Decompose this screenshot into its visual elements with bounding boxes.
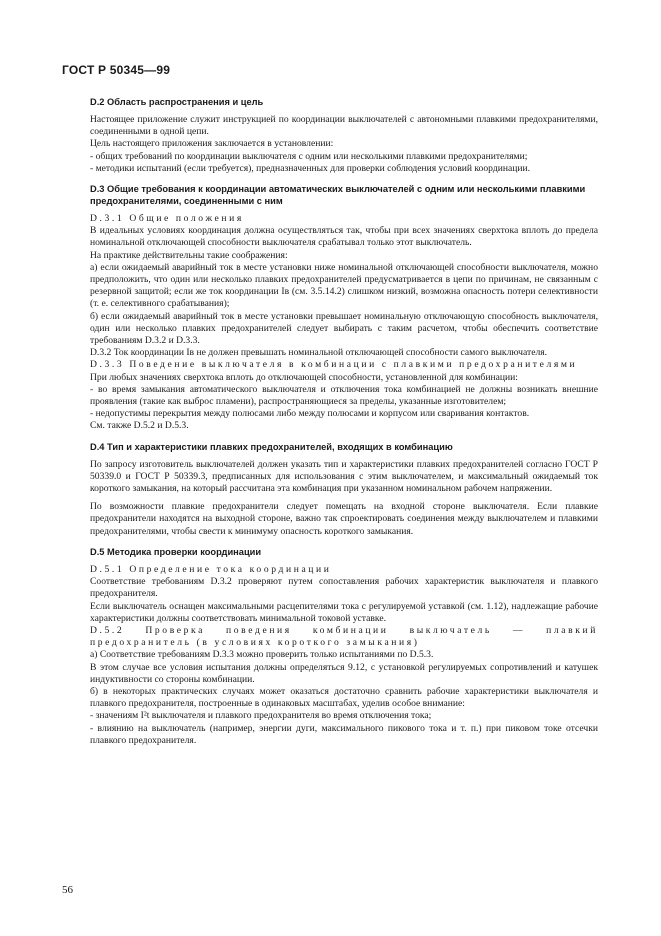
paragraph: При любых значениях сверхтока вплоть до отключающей способности, установленной для комбинации:: [90, 371, 518, 383]
section-d3-title: D.3 Общие требования к координации автоматических выключателей с одним или несколькими плавкими предохранителями, соединенными с ним: [90, 184, 586, 207]
paragraph: - недопустимы перекрытия между полюсами либо между полюсами и корпусом или сваривания контактов.: [90, 408, 530, 420]
section-d5-title: D.5 Методика проверки координации: [90, 546, 262, 557]
paragraph: D.3.2 Ток координации Iв не должен превышать номинальной отключающей способности самого выключателя.: [90, 347, 548, 359]
page-number: 56: [62, 884, 73, 896]
section-d2-title: D.2 Область распространения и цель: [90, 97, 264, 107]
page-body: [90, 96, 598, 747]
paragraph: - во время замыкания автоматического выключателя и отключения тока комбинацией не должны возникать внешние проявления (такие как выброс пламени), распространяющиеся за пределы, указанные изготовителем;: [90, 383, 598, 408]
section-d4-title: D.4 Тип и характеристики плавких предохранителей, входящих в комбинацию: [90, 441, 453, 452]
paragraph: Настоящее приложение служит инструкцией по координации выключателей с автономными плавкими предохранителями, соединенными в одной цепи.: [90, 114, 598, 138]
paragraph: Соответствие требованиям D.3.2 проверяют путем сопоставления рабочих характеристик выключателя и плавкого предохранителя.: [90, 576, 598, 600]
paragraph: б) в некоторых практических случаях может оказаться достаточно сравнить рабочие характеристики выключателя и плавкого предохранителя, построенные в одинаковых масштабах, уделив особое внимание:: [90, 685, 598, 710]
paragraph: - значениям I²t выключателя и плавкого предохранителя во время отключения тока;: [90, 710, 432, 722]
subsection-d33-heading: D.3.3 Поведение выключателя в комбинации с плавкими предохранителями: [90, 359, 578, 371]
subsection-d51-heading: D.5.1 Определение тока координации: [90, 563, 332, 575]
paragraph: См. также D.5.2 и D.5.3.: [90, 420, 189, 432]
subsection-d31-heading: D.3.1 Общие положения: [90, 213, 244, 225]
paragraph: - влиянию на выключатель (например, энергии дуги, максимального пикового тока и т. п.) при пиковом токе отсечки плавкого предохранителя.: [90, 722, 598, 746]
paragraph: - методики испытаний (если требуется), предназначенных для проверки соблюдения условий координации.: [90, 162, 531, 174]
subsection-d52-heading: D.5.2 Проверка поведения комбинации выключатель — плавкий предохранитель (в условиях короткого замыкания): [90, 624, 598, 649]
paragraph: а) Соответствие требованиям D.3.3 можно проверить только испытаниями по D.5.3.: [90, 649, 434, 661]
paragraph: а) если ожидаемый аварийный ток в месте установки ниже номинальной отключающей способности выключателя, можно предположить, что один или несколько плавких предохранителей предусматривается в цепи по причинам, не связанным с резервной защитой; если же ток координации Iв (см. 3.5.14.2) слишком низкий, возможна опасность потери селективности (т. е. селективного срабатывания);: [90, 261, 598, 310]
paragraph: На практике действительны такие соображения:: [90, 249, 288, 261]
paragraph: Цель настоящего приложения заключается в установлении:: [90, 138, 334, 150]
paragraph: По запросу изготовитель выключателей должен указать тип и характеристики плавких предохранителей согласно ГОСТ Р 50339.0 и ГОСТ Р 50339.3, предписанных для использования с этим выключателем, и максимальный ожидаемый ток короткого замыкания, на который рассчитана эта комбинация при указанном номинальном рабочем напряжении.: [90, 458, 598, 495]
paragraph: б) если ожидаемый аварийный ток в месте установки превышает номинальную отключающую способность выключателя, один или несколько плавких предохранителей следует выбирать с таким расчетом, чтобы обеспечить соответствие требованиям D.3.2 и D.3.3.: [90, 310, 598, 347]
paragraph: Если выключатель оснащен максимальными расцепителями тока с регулируемой уставкой (см. 1.12), надлежащие рабочие характеристики должны соответствовать минимальной токовой уставке.: [90, 600, 598, 624]
paragraph: В идеальных условиях координация должна осуществляться так, чтобы при всех значениях сверхтока вплоть до предела номинальной отключающей способности выключателя срабатывал только этот выключатель.: [90, 225, 598, 249]
paragraph: - общих требований по координации выключателя с одним или несколькими плавкими предохранителями;: [90, 150, 528, 162]
document-code-header: ГОСТ Р 50345—99: [62, 63, 171, 77]
paragraph: В этом случае все условия испытания должны определяться 9.12, с установкой регулируемых сопротивлений и катушек индуктивности со стороны комбинации.: [90, 661, 598, 685]
paragraph: По возможности плавкие предохранители следует помещать на входной стороне выключателя. Если плавкие предохранители находятся на выходной стороне, важно так спроектировать соединения между выключателем и плавкими предохранителями, чтобы свести к минимуму опасность короткого замыкания.: [90, 501, 598, 537]
